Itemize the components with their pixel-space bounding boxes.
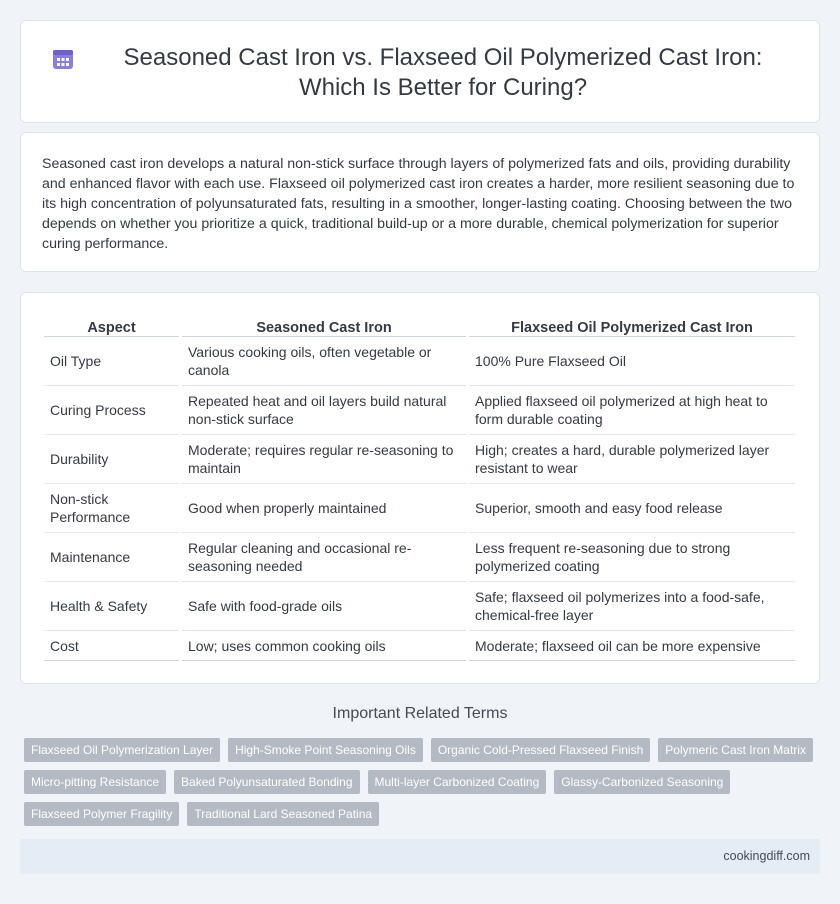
related-terms-list [24,738,824,826]
title-card [20,20,820,123]
row-flaxseed: Moderate; flaxseed oil can be more expensive [469,631,795,661]
intro-paragraph: Seasoned cast iron develops a natural non-stick surface through layers of polymerized fats and oils, providing durability and enhanced flavor with each use. Flaxseed oil polymerized cast iron creates a harder, more resilient seasoning due to its high concentration of polyunsaturated fats, resulting in a smoother, longer-lasting coating. Choosing between the two depends on whether you prioritize a quick, traditional build-up or a more durable, chemical polymerization for superior curing performance. [42,156,795,252]
row-aspect: Non-stick Performance [44,484,179,533]
row-aspect: Durability [44,435,179,484]
comparison-card [20,292,820,684]
related-term-tag[interactable]: Micro-pitting Resistance [24,770,166,794]
row-seasoned: Various cooking oils, often vegetable or canola [182,337,466,386]
row-flaxseed: Superior, smooth and easy food release [469,484,795,533]
comparison-table [41,315,798,661]
row-aspect: Curing Process [44,386,179,435]
table-row [44,484,795,533]
footer-site-link[interactable]: cookingdiff.com [723,849,810,863]
related-term-tag[interactable]: High-Smoke Point Seasoning Oils [228,738,423,762]
row-flaxseed: High; creates a hard, durable polymerized layer resistant to wear [469,435,795,484]
row-aspect: Cost [44,631,179,661]
related-term-tag[interactable]: Organic Cold-Pressed Flaxseed Finish [431,738,650,762]
row-seasoned: Repeated heat and oil layers build natural non-stick surface [182,386,466,435]
row-flaxseed: Applied flaxseed oil polymerized at high heat to form durable coating [469,386,795,435]
table-row [44,582,795,631]
related-term-tag[interactable]: Traditional Lard Seasoned Patina [187,802,379,826]
table-row [44,435,795,484]
row-flaxseed: Safe; flaxseed oil polymerizes into a food-safe, chemical-free layer [469,582,795,631]
related-term-tag[interactable]: Flaxseed Oil Polymerization Layer [24,738,220,762]
table-row [44,337,795,386]
related-term-tag[interactable]: Glassy-Carbonized Seasoning [554,770,730,794]
related-term-tag[interactable]: Flaxseed Polymer Fragility [24,802,179,826]
row-seasoned: Regular cleaning and occasional re-seasoning needed [182,533,466,582]
intro-card [20,132,820,272]
table-header-row [44,315,795,337]
row-flaxseed: 100% Pure Flaxseed Oil [469,337,795,386]
table-row [44,533,795,582]
related-term-tag[interactable]: Multi-layer Carbonized Coating [368,770,547,794]
row-seasoned: Moderate; requires regular re-seasoning to maintain [182,435,466,484]
related-terms-title: Important Related Terms [332,705,508,722]
related-term-tag[interactable]: Polymeric Cast Iron Matrix [658,738,813,762]
row-seasoned: Safe with food-grade oils [182,582,466,631]
row-seasoned: Good when properly maintained [182,484,466,533]
row-aspect: Oil Type [44,337,179,386]
header-flaxseed: Flaxseed Oil Polymerized Cast Iron [469,315,795,337]
page-title: Seasoned Cast Iron vs. Flaxseed Oil Polymerized Cast Iron: Which Is Better for Curing? [123,44,763,101]
table-row [44,386,795,435]
row-flaxseed: Less frequent re-seasoning due to strong polymerized coating [469,533,795,582]
table-row [44,631,795,661]
header-seasoned: Seasoned Cast Iron [182,315,466,337]
header-aspect: Aspect [44,315,179,337]
row-seasoned: Low; uses common cooking oils [182,631,466,661]
footer [20,839,820,874]
related-term-tag[interactable]: Baked Polyunsaturated Bonding [174,770,359,794]
row-aspect: Health & Safety [44,582,179,631]
row-aspect: Maintenance [44,533,179,582]
